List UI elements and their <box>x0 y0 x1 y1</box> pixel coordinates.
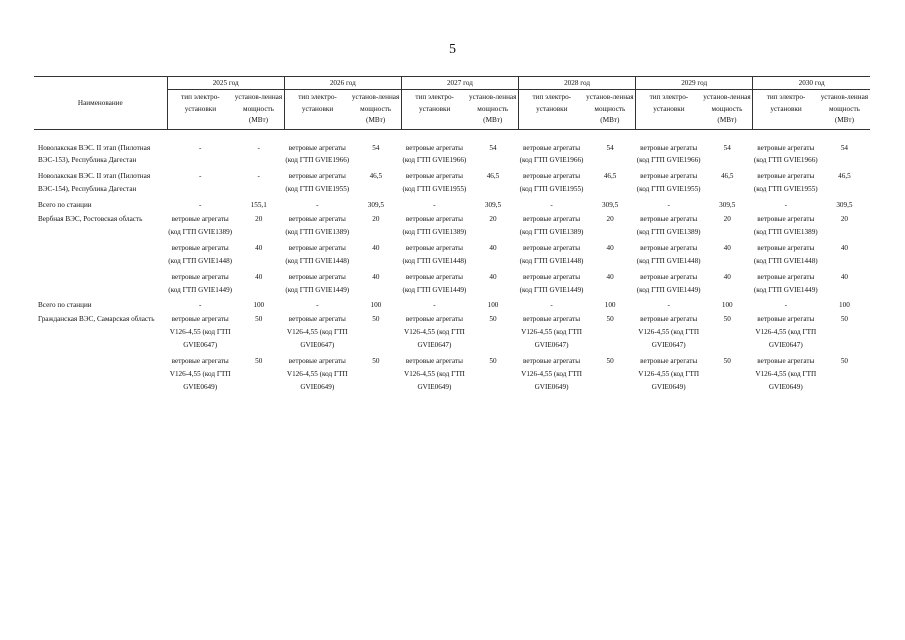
capacity-cell: 40 <box>255 272 263 281</box>
capacity-cell: 46,5 <box>838 172 851 181</box>
type-column-header: тип электро-установки <box>636 90 702 130</box>
table-row <box>34 170 870 199</box>
unit-type-cell: ветровые агрегаты (код ГТП GVIE1389) <box>636 215 701 236</box>
unit-type-cell: ветровые агрегаты V126-4,55 (код ГТП GVIE0649) <box>755 357 817 391</box>
station-name-cell: Всего по станции <box>38 201 92 210</box>
unit-type-cell: - <box>550 301 553 310</box>
unit-type-cell: - <box>198 201 202 210</box>
capacity-cell: 46,5 <box>369 172 383 181</box>
capacity-table <box>34 76 870 397</box>
unit-type-cell: - <box>433 201 436 210</box>
table-row <box>34 242 870 271</box>
table-row <box>34 313 870 355</box>
unit-type-cell: ветровые агрегаты (код ГТП GVIE1448) <box>168 243 233 265</box>
year-header-2030: 2030 год <box>753 77 870 90</box>
capacity-cell: 54 <box>489 143 497 152</box>
unit-type-cell: ветровые агрегаты V126-4,55 (код ГТП GVIE0647) <box>638 315 700 350</box>
capacity-cell: 100 <box>604 301 616 310</box>
capacity-cell: 50 <box>372 315 380 324</box>
capacity-cell: 54 <box>723 143 731 152</box>
capacity-cell: 20 <box>840 215 848 224</box>
year-header-2026: 2026 год <box>284 77 401 90</box>
type-column-header: тип электро-установки <box>519 90 585 130</box>
year-header-2025: 2025 год <box>167 77 284 90</box>
unit-type-cell: ветровые агрегаты (код ГТП GVIE1449) <box>636 272 701 294</box>
unit-type-cell: ветровые агрегаты (код ГТП GVIE1966) <box>285 143 350 165</box>
capacity-cell: 40 <box>255 243 263 252</box>
unit-type-cell: - <box>550 201 553 210</box>
capacity-column-header: установ-ленная мощность (МВт) <box>585 90 636 130</box>
unit-type-cell: ветровые агрегаты (код ГТП GVIE1389) <box>753 215 818 236</box>
capacity-cell: 20 <box>372 215 380 224</box>
unit-type-cell: ветровые агрегаты (код ГТП GVIE1389) <box>519 215 584 236</box>
capacity-cell: - <box>257 172 260 181</box>
station-total-row <box>34 199 870 213</box>
unit-type-cell: ветровые агрегаты (код ГТП GVIE1966) <box>753 143 818 165</box>
capacity-cell: 50 <box>723 315 731 324</box>
capacity-cell: 50 <box>606 357 614 366</box>
capacity-cell: 50 <box>840 315 848 324</box>
unit-type-cell: - <box>667 201 670 210</box>
capacity-column-header: установ-ленная мощность (МВт) <box>702 90 753 130</box>
unit-type-cell: ветровые агрегаты V126-4,55 (код ГТП GVIE0649) <box>521 357 582 391</box>
type-column-header: тип электро-установки <box>401 90 467 130</box>
unit-type-cell: ветровые агрегаты V126-4,55 (код ГТП GVIE0647) <box>755 315 817 350</box>
capacity-cell: 20 <box>255 215 263 224</box>
unit-type-cell: ветровые агрегаты (код ГТП GVIE1955) <box>753 172 818 194</box>
unit-type-cell: ветровые агрегаты (код ГТП GVIE1448) <box>285 243 350 265</box>
unit-type-cell: ветровые агрегаты (код ГТП GVIE1966) <box>519 143 584 165</box>
unit-type-cell: ветровые агрегаты (код ГТП GVIE1448) <box>636 243 701 265</box>
unit-type-cell: ветровые агрегаты V126-4,55 (код ГТП GVIE0649) <box>286 357 348 391</box>
capacity-cell: 20 <box>606 215 614 224</box>
capacity-cell: 100 <box>370 301 382 310</box>
station-name-cell: Новолакская ВЭС. II этап (Пилотная ВЭС-154), Республика Дагестан <box>38 172 151 194</box>
capacity-cell: 40 <box>723 272 731 281</box>
capacity-cell: 54 <box>606 143 614 152</box>
unit-type-cell: - <box>316 201 319 210</box>
unit-type-cell: ветровые агрегаты (код ГТП GVIE1389) <box>168 215 233 236</box>
station-name-cell: Новолакская ВЭС. II этап (Пилотная ВЭС-153), Республика Дагестан <box>38 143 151 165</box>
unit-type-cell: - <box>316 301 319 310</box>
name-column-header: Наименование <box>34 77 167 130</box>
capacity-cell: 50 <box>372 357 380 366</box>
capacity-column-header: установ-ленная мощность (МВт) <box>819 90 870 130</box>
unit-type-cell: ветровые агрегаты (код ГТП GVIE1389) <box>402 215 467 236</box>
capacity-cell: 100 <box>721 301 733 310</box>
capacity-cell: 50 <box>489 357 497 366</box>
capacity-cell: 50 <box>255 315 263 324</box>
type-column-header: тип электро-установки <box>753 90 819 130</box>
capacity-cell: 54 <box>372 143 380 152</box>
unit-type-cell: - <box>198 172 202 181</box>
unit-type-cell: - <box>433 301 436 310</box>
unit-type-cell: ветровые агрегаты V126-4,55 (код ГТП GVIE0649) <box>169 357 231 391</box>
station-name-cell <box>34 355 167 397</box>
capacity-cell: 309,5 <box>367 201 384 210</box>
capacity-cell: 50 <box>255 357 263 366</box>
year-header-2028: 2028 год <box>519 77 636 90</box>
unit-type-cell: ветровые агрегаты (код ГТП GVIE1955) <box>636 172 701 194</box>
unit-type-cell: ветровые агрегаты V126-4,55 (код ГТП GVIE0649) <box>404 357 465 391</box>
unit-type-cell: ветровые агрегаты (код ГТП GVIE1955) <box>402 172 467 194</box>
station-name-cell <box>34 242 167 271</box>
capacity-cell: 100 <box>839 301 850 310</box>
capacity-cell: 46,5 <box>720 172 734 181</box>
unit-type-cell: ветровые агрегаты V126-4,55 (код ГТП GVIE0647) <box>404 315 465 350</box>
station-total-row <box>34 299 870 313</box>
capacity-cell: 20 <box>723 215 731 224</box>
capacity-cell: 20 <box>489 215 497 224</box>
table-row <box>34 129 870 170</box>
capacity-cell: 50 <box>489 315 497 324</box>
table-row <box>34 271 870 300</box>
capacity-cell: 40 <box>372 243 380 252</box>
unit-type-cell: ветровые агрегаты (код ГТП GVIE1966) <box>402 143 467 165</box>
unit-type-cell: ветровые агрегаты (код ГТП GVIE1449) <box>519 272 584 294</box>
capacity-cell: 309,5 <box>484 201 502 210</box>
capacity-cell: 46,5 <box>603 172 617 181</box>
capacity-cell: 40 <box>372 272 380 281</box>
capacity-cell: 40 <box>489 243 497 252</box>
unit-type-cell: - <box>198 301 202 310</box>
capacity-cell: 155,1 <box>250 201 267 210</box>
capacity-cell: 40 <box>606 243 614 252</box>
unit-type-cell: - <box>667 301 670 310</box>
capacity-cell: 40 <box>489 272 497 281</box>
station-name-cell: Вербная ВЭС, Ростовская область <box>38 215 143 224</box>
unit-type-cell: ветровые агрегаты (код ГТП GVIE1449) <box>402 272 467 294</box>
capacity-cell: 46,5 <box>486 172 500 181</box>
unit-type-cell: ветровые агрегаты (код ГТП GVIE1955) <box>285 172 350 194</box>
capacity-cell: 40 <box>840 272 848 281</box>
capacity-cell: 54 <box>840 143 848 152</box>
capacity-cell: 50 <box>723 357 731 366</box>
year-header-2027: 2027 год <box>401 77 518 90</box>
station-name-cell: Гражданская ВЭС, Самарская область <box>38 315 155 324</box>
capacity-cell: 40 <box>840 243 848 252</box>
unit-type-cell: - <box>784 201 787 210</box>
unit-type-cell: ветровые агрегаты V126-4,55 (код ГТП GVIE0647) <box>521 315 582 350</box>
unit-type-cell: ветровые агрегаты (код ГТП GVIE1448) <box>402 243 467 265</box>
unit-type-cell: ветровые агрегаты (код ГТП GVIE1449) <box>168 272 233 294</box>
capacity-column-header: установ-ленная мощность (МВт) <box>467 90 518 130</box>
capacity-cell: 40 <box>606 272 614 281</box>
capacity-cell: 50 <box>840 357 848 366</box>
capacity-column-header: установ-ленная мощность (МВт) <box>233 90 284 130</box>
unit-type-cell: ветровые агрегаты (код ГТП GVIE1955) <box>519 172 584 194</box>
unit-type-cell: ветровые агрегаты (код ГТП GVIE1449) <box>753 272 818 294</box>
capacity-cell: 50 <box>606 315 614 324</box>
page-number: 5 <box>449 42 456 57</box>
station-name-cell: Всего по станции <box>38 301 92 310</box>
table-row <box>34 213 870 242</box>
unit-type-cell: - <box>198 143 202 152</box>
capacity-cell: 309,5 <box>836 201 853 210</box>
type-column-header: тип электро-установки <box>167 90 233 130</box>
year-header-2029: 2029 год <box>636 77 753 90</box>
capacity-cell: 309,5 <box>719 201 736 210</box>
unit-type-cell: ветровые агрегаты (код ГТП GVIE1448) <box>753 243 818 265</box>
unit-type-cell: ветровые агрегаты V126-4,55 (код ГТП GVIE0647) <box>286 315 348 350</box>
unit-type-cell: ветровые агрегаты V126-4,55 (код ГТП GVIE0647) <box>169 315 231 350</box>
capacity-cell: 309,5 <box>602 201 619 210</box>
unit-type-cell: ветровые агрегаты (код ГТП GVIE1448) <box>519 243 584 265</box>
capacity-column-header: установ-ленная мощность (МВт) <box>350 90 401 130</box>
unit-type-cell: ветровые агрегаты (код ГТП GVIE1449) <box>285 272 350 294</box>
unit-type-cell: ветровые агрегаты V126-4,55 (код ГТП GVIE0649) <box>638 357 700 391</box>
table-body <box>34 129 870 397</box>
capacity-cell: - <box>257 143 260 152</box>
capacity-cell: 40 <box>723 243 731 252</box>
station-name-cell <box>34 271 167 300</box>
unit-type-cell: ветровые агрегаты (код ГТП GVIE1389) <box>285 215 350 236</box>
unit-type-cell: - <box>784 301 787 310</box>
type-column-header: тип электро-установки <box>284 90 350 130</box>
table-row <box>34 355 870 397</box>
year-header-row <box>34 77 870 90</box>
capacity-cell: 100 <box>253 301 265 310</box>
unit-type-cell: ветровые агрегаты (код ГТП GVIE1966) <box>636 143 701 165</box>
capacity-cell: 100 <box>487 301 499 310</box>
